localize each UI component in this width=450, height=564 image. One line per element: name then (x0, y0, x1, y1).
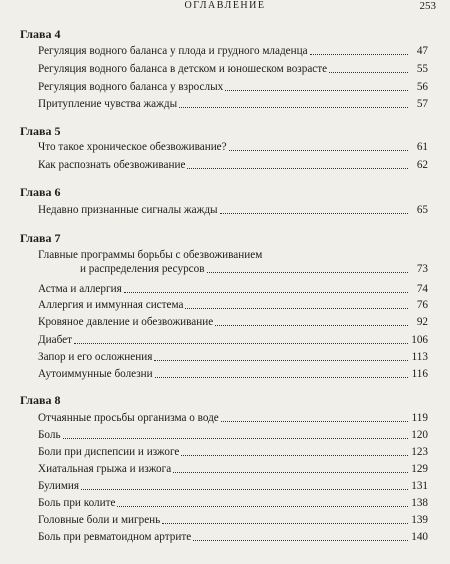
chapter-title: Глава 5 (20, 124, 61, 138)
entry-page: 131 (411, 480, 428, 492)
entry-page: 62 (416, 159, 428, 171)
toc-entry (38, 496, 428, 510)
entry-title: Запор и его осложнения (38, 351, 153, 363)
entry-page: 139 (411, 514, 428, 526)
entry-title: Головные боли и мигрень (38, 514, 161, 526)
entry-page: 92 (416, 316, 428, 328)
toc-entry (38, 97, 428, 111)
entry-page: 56 (416, 81, 428, 93)
entry-title: Диабет (38, 334, 72, 346)
toc-entry (38, 411, 428, 425)
entry-page: 120 (411, 429, 428, 441)
entry-page: 73 (416, 263, 428, 275)
entry-page: 61 (416, 141, 428, 153)
entry-page: 116 (411, 368, 428, 380)
toc-entry (38, 479, 428, 493)
entry-title: Боль (38, 429, 61, 441)
toc-entry (38, 428, 428, 442)
entry-page: 140 (411, 531, 428, 543)
entry-page: 65 (416, 204, 428, 216)
toc-entry (38, 248, 428, 276)
entry-title: Притупление чувства жажды (38, 98, 178, 110)
toc-entry (38, 298, 428, 312)
page-header (0, 0, 450, 14)
toc-entry (38, 367, 428, 381)
entry-page: 74 (416, 283, 428, 295)
entry-title: Регуляция водного баланса у плода и грудного младенца (38, 45, 308, 57)
running-title: ОГЛАВЛЕНИЕ (184, 0, 266, 11)
entry-page: 106 (411, 334, 428, 346)
toc-entry (38, 513, 428, 527)
entry-title: Отчаянные просьбы организма о воде (38, 412, 219, 424)
entry-title: Главные программы борьбы с обезвоживанием (38, 249, 263, 261)
chapter-title: Глава 7 (20, 231, 61, 245)
entry-title: Боли при диспепсии и изжоге (38, 446, 180, 458)
toc-entry (38, 350, 428, 364)
entry-title: Недавно признанные сигналы жажды (38, 204, 218, 216)
toc-entry (38, 333, 428, 347)
toc-entry (38, 62, 428, 76)
toc-entry (38, 530, 428, 544)
entry-page: 138 (411, 497, 428, 509)
entry-title-continued: и распределения ресурсов (80, 263, 205, 275)
entry-page: 119 (411, 412, 428, 424)
toc-entry (38, 282, 428, 296)
toc-entry (38, 80, 428, 94)
entry-page: 129 (411, 463, 428, 475)
entry-page: 123 (411, 446, 428, 458)
entry-title: Регуляция водного баланса у взрослых (38, 81, 224, 93)
toc-entry (38, 315, 428, 329)
entry-title: Боль при колите (38, 497, 116, 509)
entry-title: Регуляция водного баланса в детском и юношеском возрасте (38, 63, 328, 75)
chapter-title: Глава 4 (20, 27, 61, 41)
entry-page: 47 (416, 45, 428, 57)
chapter-title: Глава 8 (20, 393, 61, 407)
entry-title: Кровяное давление и обезвоживание (38, 316, 214, 328)
toc-entry (38, 203, 428, 217)
entry-page: 57 (416, 98, 428, 110)
entry-title: Аутоиммунные болезни (38, 368, 153, 380)
entry-title: Булимия (38, 480, 80, 492)
entry-title: Как распознать обезвоживание (38, 159, 186, 171)
entry-page: 113 (411, 351, 428, 363)
entry-page: 55 (416, 63, 428, 75)
entry-title: Боль при ревматоидном артрите (38, 531, 192, 543)
toc-entry (38, 462, 428, 476)
chapter-title: Глава 6 (20, 185, 61, 199)
entry-title: Астма и аллергия (38, 283, 122, 295)
entry-title: Что такое хроническое обезвоживание? (38, 141, 227, 153)
toc-entry (38, 140, 428, 154)
toc-entry (38, 158, 428, 172)
toc-entry (38, 445, 428, 459)
toc-entry (38, 44, 428, 58)
page-number: 253 (419, 0, 436, 12)
entry-page: 76 (416, 299, 428, 311)
entry-title: Аллергия и иммунная система (38, 299, 184, 311)
entry-title: Хиатальная грыжа и изжога (38, 463, 172, 475)
